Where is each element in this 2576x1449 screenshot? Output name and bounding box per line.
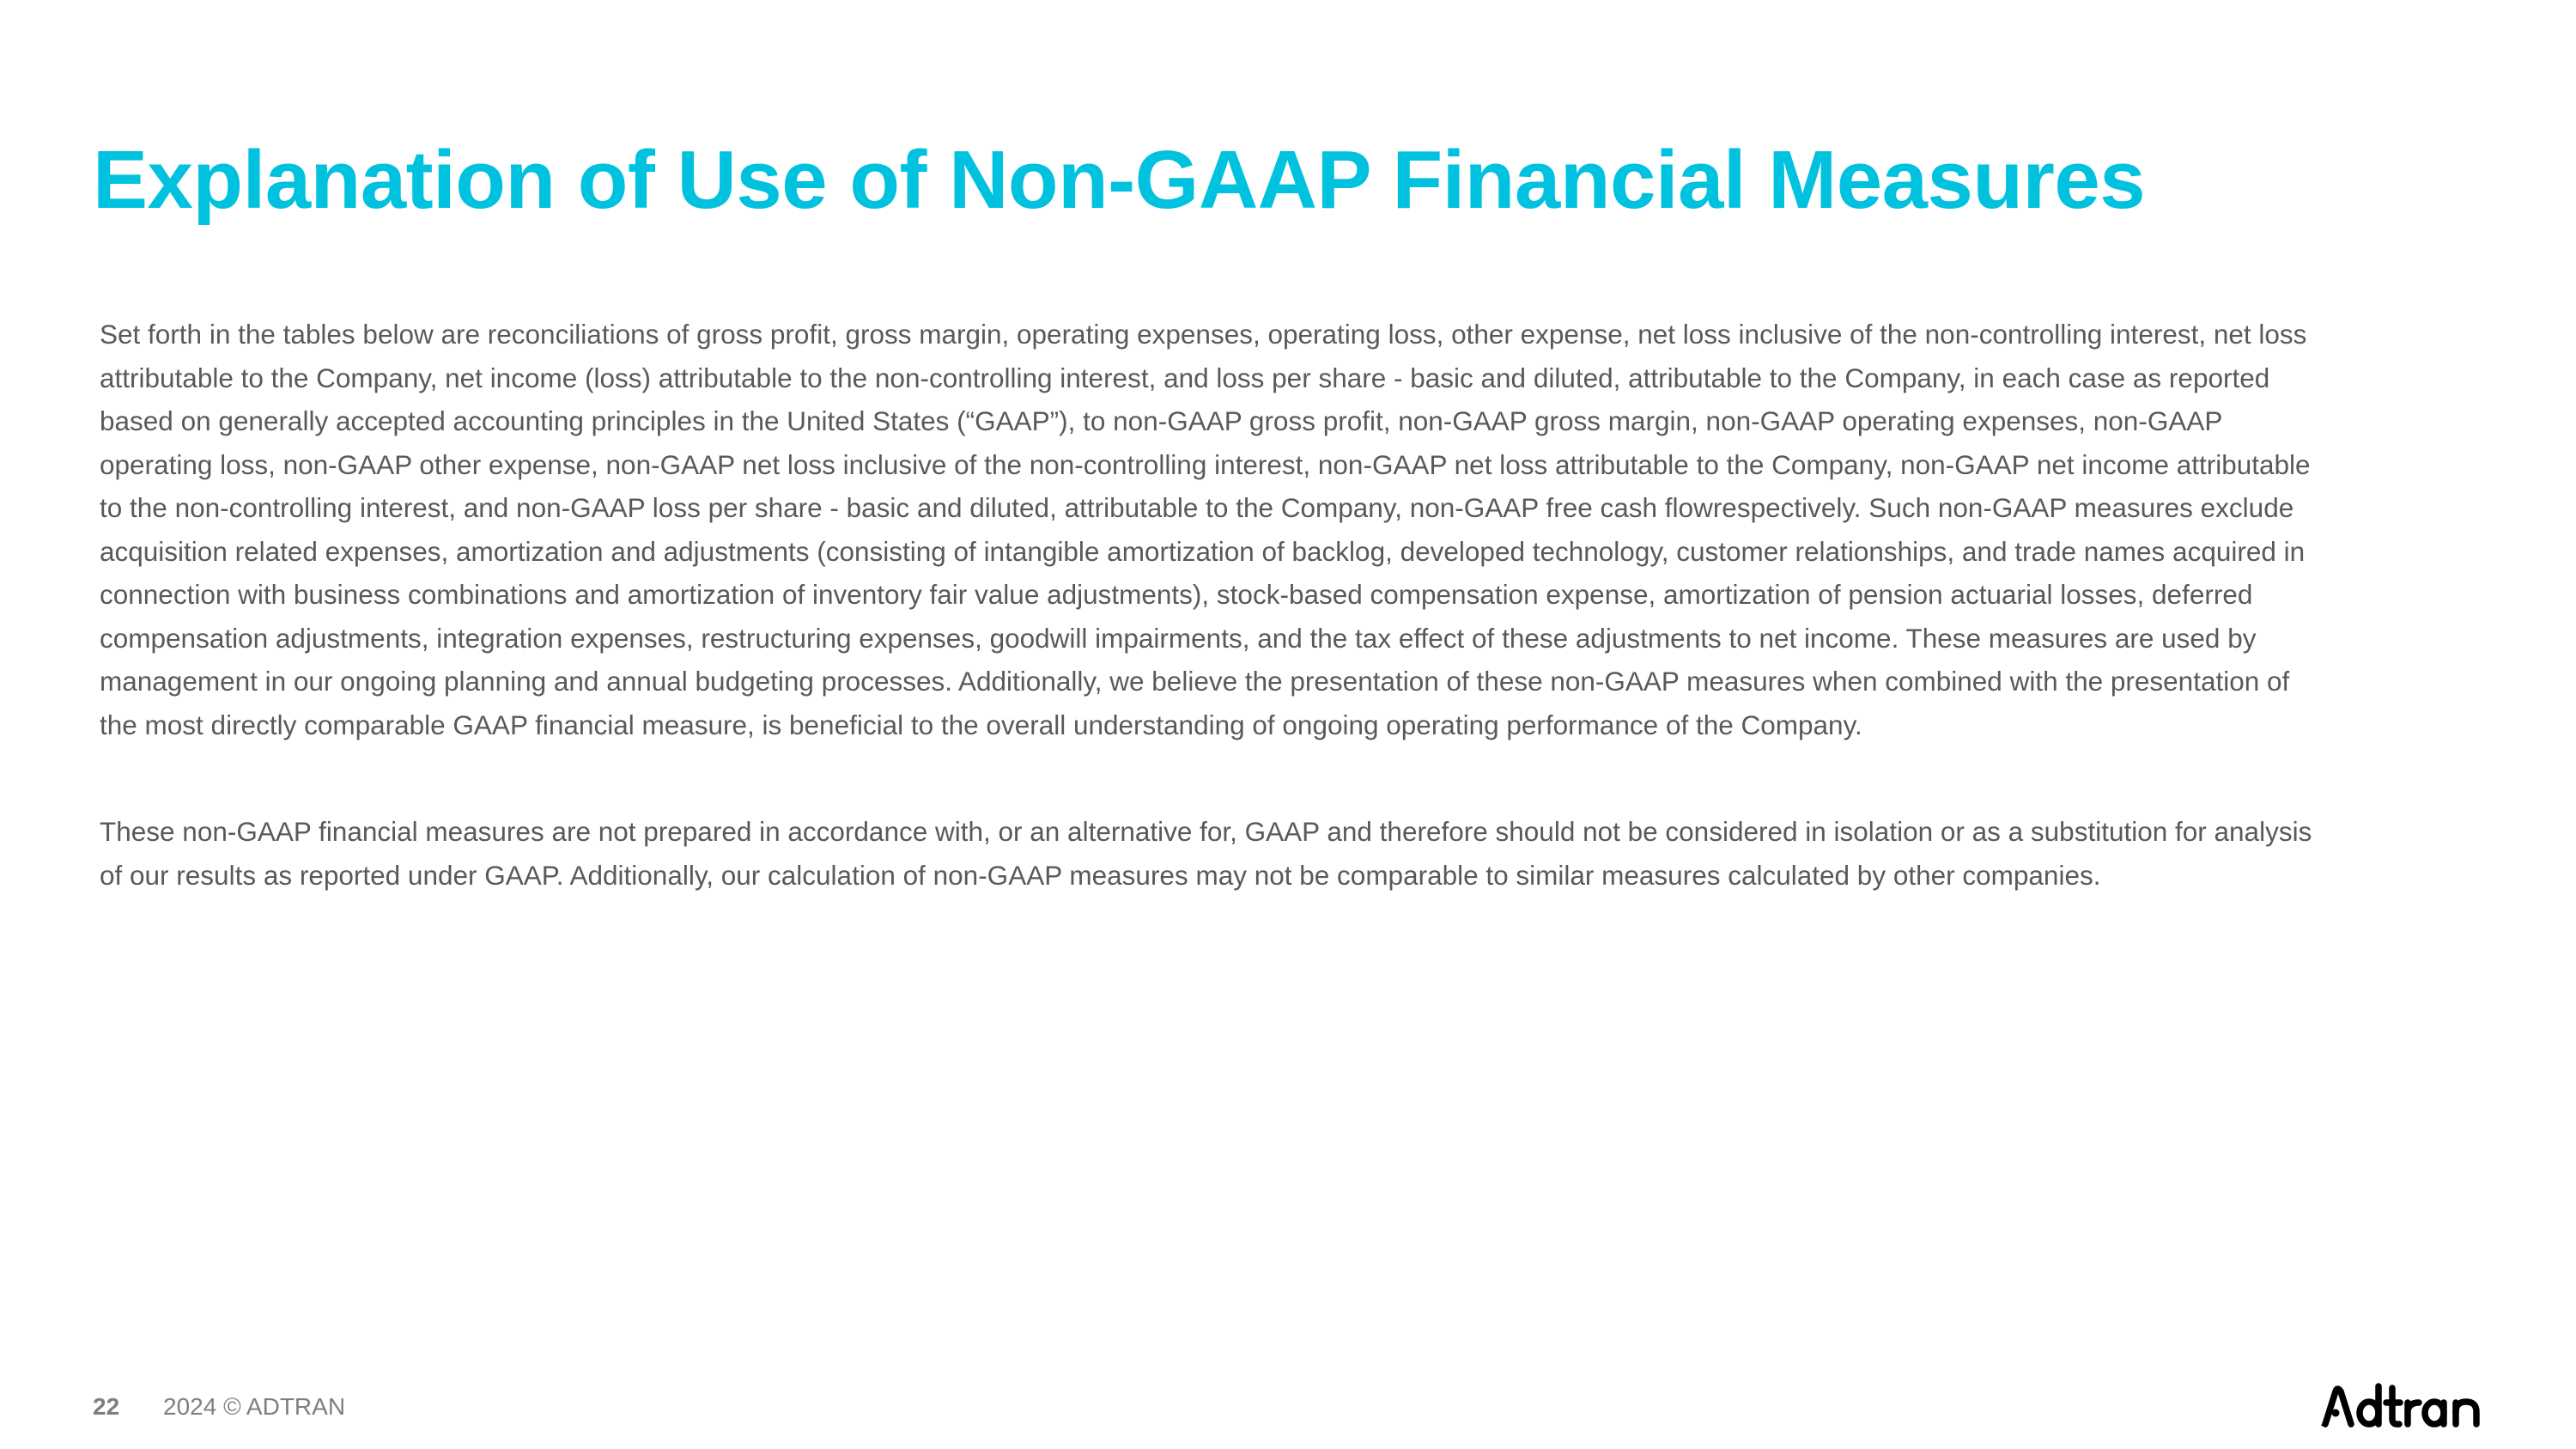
text-line: the most directly comparable GAAP financial measure, is beneficial to the overall understanding of ongoing operating performance of the Company.	[100, 709, 1862, 740]
adtran-logo	[2317, 1379, 2506, 1431]
paragraph-non-gaap-disclaimer	[100, 810, 2495, 897]
text-line: Set forth in the tables below are reconciliations of gross profit, gross margin, operating expenses, operating loss, other expense, net loss inclusive of the non-controlling interest, net loss	[100, 319, 2307, 350]
text-line: operating loss, non-GAAP other expense, non-GAAP net loss inclusive of the non-controlling interest, non-GAAP net loss attributable to the Company, non-GAAP net income attributable	[100, 448, 2311, 480]
text-line: of our results as reported under GAAP. Additionally, our calculation of non-GAAP measures may not be comparable to similar measures calculated by other companies.	[100, 859, 2101, 891]
body-text	[100, 313, 2495, 897]
text-line: These non-GAAP financial measures are not prepared in accordance with, or an alternative for, GAAP and therefore should not be considered in isolation or as a substitution for analysis	[100, 816, 2312, 847]
text-line: to the non-controlling interest, and non-GAAP loss per share - basic and diluted, attributable to the Company, non-GAAP free cash flowrespectively. Such non-GAAP measures exclude	[100, 492, 2294, 523]
copyright-text: 2024 © ADTRAN	[163, 1393, 346, 1420]
adtran-logo-icon	[2317, 1379, 2506, 1431]
footer	[93, 1393, 345, 1421]
text-line: management in our ongoing planning and annual budgeting processes. Additionally, we believe the presentation of these non-GAAP measures when combined with the presentation of	[100, 666, 2290, 697]
paragraph-non-gaap-reconciliation	[100, 313, 2495, 746]
text-line: attributable to the Company, net income (loss) attributable to the non-controlling interest, and loss per share - basic and diluted, attributable to the Company, in each case as reported	[100, 362, 2270, 393]
text-line: acquisition related expenses, amortization and adjustments (consisting of intangible amortization of backlog, developed technology, customer relationships, and trade names acquired in	[100, 535, 2306, 567]
slide-title: Explanation of Use of Non-GAAP Financial Measures	[93, 134, 2146, 226]
text-line: connection with business combinations and amortization of inventory fair value adjustments), stock-based compensation expense, amortization of pension actuarial losses, deferred	[100, 579, 2253, 610]
text-line: based on generally accepted accounting principles in the United States (“GAAP”), to non-GAAP gross profit, non-GAAP gross margin, non-GAAP operating expenses, non-GAAP	[100, 405, 2223, 436]
text-line: compensation adjustments, integration expenses, restructuring expenses, goodwill impairments, and the tax effect of these adjustments to net income. These measures are used by	[100, 622, 2257, 654]
page-number: 22	[93, 1393, 120, 1420]
